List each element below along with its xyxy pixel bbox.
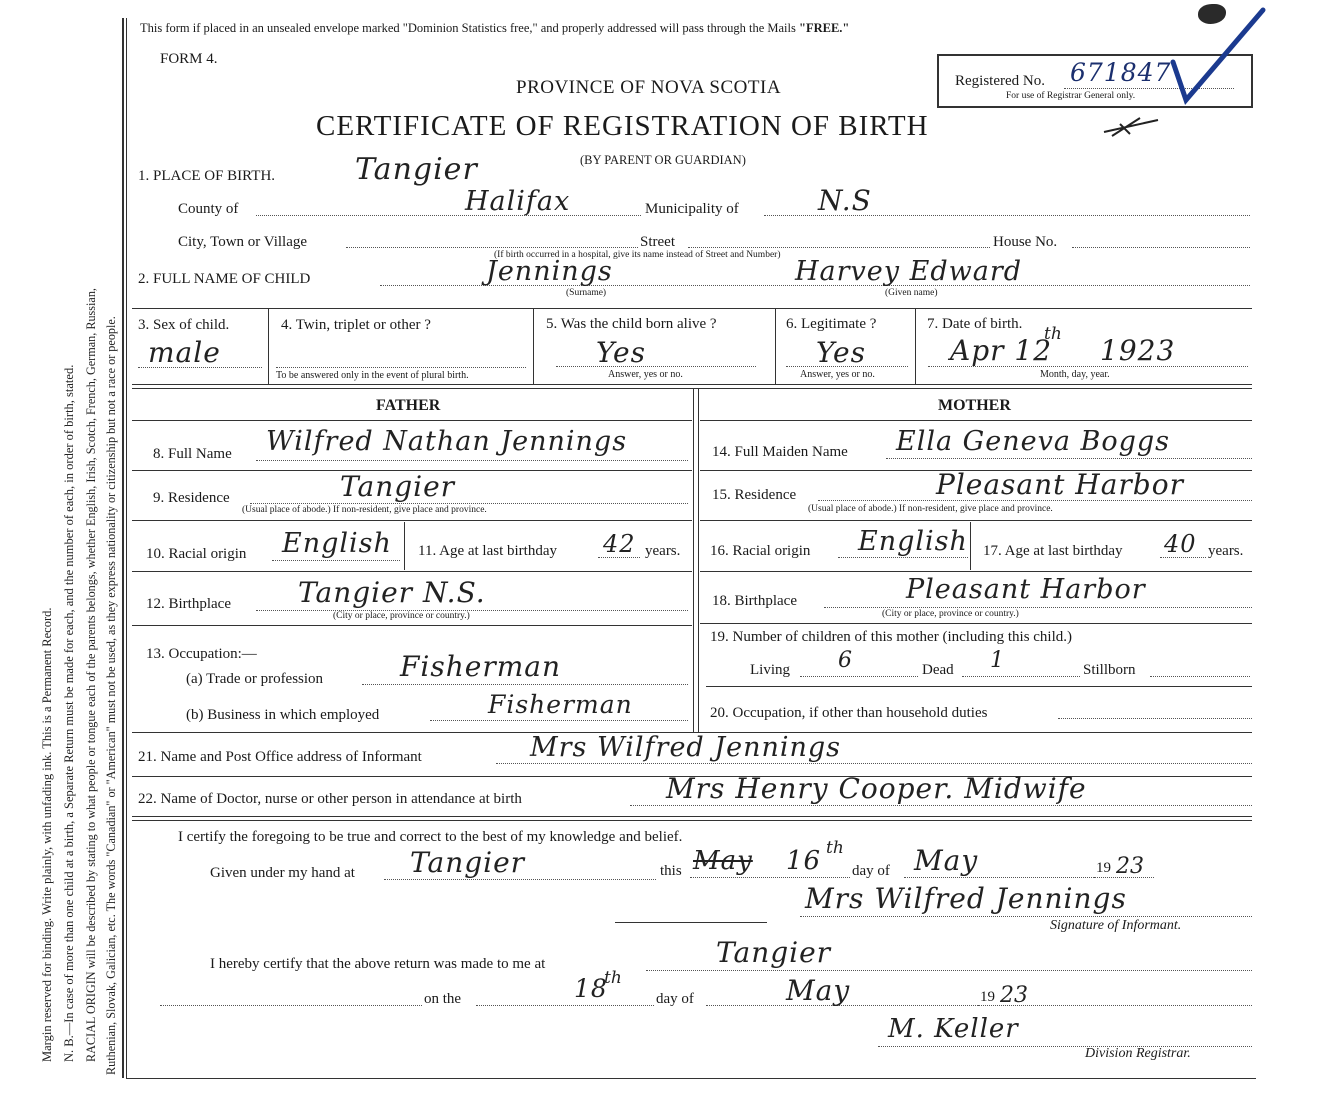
house-no-label: House No. — [993, 234, 1058, 250]
registrar-signature: M. Keller — [888, 1014, 1019, 1044]
child-surname-value: Jennings — [486, 256, 613, 287]
registrar-leading-line — [160, 1005, 422, 1006]
checkmark-icon — [1168, 4, 1268, 108]
father-race-value: English — [282, 528, 392, 559]
registrar-note: For use of Registrar General only. — [1006, 91, 1136, 101]
mother-occupation-line — [1058, 718, 1252, 719]
row3-divider-4 — [915, 308, 916, 384]
house-no-line — [1072, 247, 1250, 248]
mother-rule-2 — [700, 520, 1252, 521]
mother-name-line — [886, 458, 1252, 459]
father-race-line — [272, 560, 400, 561]
legitimate-value: Yes — [816, 336, 866, 369]
mother-rule-5 — [706, 686, 1252, 687]
parents-divider — [693, 388, 694, 732]
parents-top-rule — [132, 388, 1252, 389]
registrar-year-value: 23 — [1000, 983, 1028, 1008]
father-business-label: (b) Business in which employed — [186, 707, 380, 723]
municipality-value: N.S — [818, 184, 872, 217]
father-race-divider — [404, 522, 405, 570]
father-residence-note: (Usual place of abode.) If non-resident, give place and province. — [242, 505, 487, 515]
mail-notice-text: This form if placed in an unsealed envelope marked "Dominion Statistics free," and properly addressed will pass through the Mails — [140, 21, 796, 35]
mother-heading: MOTHER — [938, 397, 1011, 414]
county-line — [256, 215, 641, 216]
born-alive-value: Yes — [596, 336, 646, 369]
doctor-label: 22. Name of Doctor, nurse or other person in attendance at birth — [138, 791, 522, 807]
registrar-statement: I hereby certify that the above return was made to me at — [210, 956, 546, 972]
mother-residence-note: (Usual place of abode.) If non-resident, give place and province. — [808, 504, 1053, 514]
father-name-value: Wilfred Nathan Jennings — [266, 426, 628, 457]
doctor-rule — [132, 816, 1252, 817]
mother-race-line — [838, 557, 968, 558]
registrar-signature-line — [878, 1046, 1252, 1047]
mother-age-unit: years. — [1208, 543, 1244, 559]
mother-race-value: English — [858, 526, 968, 557]
hospital-note: (If birth occurred in a hospital, give its name instead of Street and Number) — [494, 250, 781, 260]
dead-label: Dead — [922, 662, 954, 678]
margin-note-racial: RACIAL ORIGIN will be described by stating to what people or tongue each of the parents belongs, whether English, Irish, Scotch, French, German, Russian, — [84, 288, 98, 1062]
day-line — [690, 877, 850, 878]
parents-divider-2 — [698, 388, 699, 732]
mother-age-label: 17. Age at last birthday — [983, 543, 1123, 559]
father-birthplace-note: (City or place, province or country.) — [333, 611, 470, 621]
born-alive-label: 5. Was the child born alive ? — [546, 316, 717, 332]
father-name-line — [256, 460, 688, 461]
row3-bottom-rule — [132, 384, 1252, 385]
informant-value: Mrs Wilfred Jennings — [530, 732, 842, 763]
father-age-unit: years. — [645, 543, 681, 559]
father-age-value: 42 — [603, 530, 636, 558]
registrar-day-of: day of — [656, 991, 694, 1007]
row3-divider-3 — [775, 308, 776, 384]
form-number: FORM 4. — [160, 51, 218, 67]
registrar-place: Tangier — [716, 936, 832, 969]
mail-notice — [140, 21, 849, 36]
father-residence-line — [250, 503, 688, 504]
bottom-rule — [126, 1078, 1256, 1079]
certify-year-prefix: 19 — [1096, 860, 1111, 876]
father-name-label: 8. Full Name — [153, 446, 232, 462]
father-birthplace-line — [256, 610, 688, 611]
margin-rule-inner — [126, 18, 127, 1078]
father-heading: FATHER — [376, 397, 441, 414]
father-residence-value: Tangier — [340, 470, 456, 503]
certify-short-rule — [615, 922, 767, 923]
registered-label: Registered No. — [955, 73, 1045, 89]
doctor-value: Mrs Henry Cooper. Midwife — [666, 772, 1087, 805]
county-value: Halifax — [465, 186, 571, 217]
informant-signature-label: Signature of Informant. — [1050, 918, 1182, 933]
child-name-label: 2. FULL NAME OF CHILD — [138, 271, 311, 287]
page-title: CERTIFICATE OF REGISTRATION OF BIRTH — [316, 110, 929, 142]
street-label: Street — [640, 234, 675, 250]
mother-residence-value: Pleasant Harbor — [936, 468, 1184, 501]
sex-label: 3. Sex of child. — [138, 317, 230, 333]
dead-value: 1 — [990, 648, 1005, 673]
father-age-label: 11. Age at last birthday — [418, 543, 557, 559]
mother-rule-4 — [700, 623, 1252, 624]
registrar-month: May — [786, 974, 851, 1007]
children-count-label: 19. Number of children of this mother (including this child.) — [710, 629, 1073, 645]
this-label: this — [660, 863, 682, 879]
registrar-day-line — [476, 1005, 654, 1006]
child-given-value: Harvey Edward — [795, 256, 1023, 287]
mother-name-label: 14. Full Maiden Name — [712, 444, 848, 460]
legitimate-label: 6. Legitimate ? — [786, 316, 877, 332]
dob-suffix: th — [1044, 324, 1062, 344]
father-birthplace-value: Tangier N.S. — [298, 576, 486, 609]
living-line — [800, 676, 918, 677]
registrar-day: 18 — [574, 974, 608, 1003]
margin-rule — [122, 18, 124, 1078]
dob-year: 1923 — [1100, 334, 1176, 367]
living-value: 6 — [838, 648, 853, 673]
legitimate-note: Answer, yes or no. — [800, 369, 875, 380]
place-of-birth-label: 1. PLACE OF BIRTH. — [138, 168, 276, 184]
father-race-label: 10. Racial origin — [146, 546, 247, 562]
margin-note-racial-2: Ruthenian, Slovak, Galician, etc. The words "Canadian" or "American" must not be used, as they express nationality or citizenship but not a race or people. — [104, 316, 118, 1075]
father-residence-label: 9. Residence — [153, 490, 230, 506]
informant-signature-line — [800, 916, 1252, 917]
division-registrar-label: Division Registrar. — [1085, 1046, 1191, 1061]
stillborn-label: Stillborn — [1083, 662, 1136, 678]
father-heading-rule — [132, 420, 692, 421]
mother-race-divider — [970, 522, 971, 570]
margin-note-binding: Margin reserved for binding. Write plainly, with unfading ink. This is a Permanent Record. — [40, 607, 54, 1062]
given-name-note: (Given name) — [885, 288, 938, 298]
father-trade-label: (a) Trade or profession — [186, 671, 324, 687]
mother-birthplace-note: (City or place, province or country.) — [882, 609, 1019, 619]
father-birthplace-label: 12. Birthplace — [146, 596, 231, 612]
certify-day-suffix: th — [826, 838, 844, 858]
father-trade-value: Fisherman — [400, 650, 562, 683]
informant-signature: Mrs Wilfred Jennings — [805, 882, 1127, 915]
certify-year-line — [1094, 877, 1154, 878]
mother-occupation-label: 20. Occupation, if other than household duties — [710, 705, 988, 721]
street-line — [688, 247, 990, 248]
father-business-line — [430, 720, 688, 721]
mother-heading-rule — [700, 420, 1252, 421]
place-of-birth-value: Tangier — [355, 152, 478, 187]
registrar-place-line — [646, 970, 1252, 971]
page-subtitle: (BY PARENT OR GUARDIAN) — [580, 153, 746, 167]
mother-race-label: 16. Racial origin — [710, 543, 811, 559]
informant-line — [496, 763, 1252, 764]
certify-day-value: 16 — [786, 846, 822, 876]
twin-label: 4. Twin, triplet or other ? — [281, 317, 431, 333]
sex-value: male — [148, 336, 221, 369]
scribble-mark-icon — [1100, 112, 1164, 140]
city-line — [346, 247, 638, 248]
born-alive-note: Answer, yes or no. — [608, 369, 683, 380]
stillborn-line — [1150, 676, 1250, 677]
certify-month-line — [904, 877, 1094, 878]
doctor-rule-2 — [132, 820, 1252, 821]
mail-notice-free: "FREE." — [799, 21, 850, 35]
dob-month-day: Apr 12 — [950, 334, 1053, 367]
certify-year-value: 23 — [1116, 854, 1144, 879]
mother-residence-label: 15. Residence — [712, 487, 797, 503]
city-label: City, Town or Village — [178, 234, 308, 250]
dead-line — [962, 676, 1080, 677]
surname-note: (Surname) — [566, 288, 607, 298]
informant-label: 21. Name and Post Office address of Informant — [138, 749, 422, 765]
father-trade-line — [362, 684, 688, 685]
dob-label: 7. Date of birth. — [927, 316, 1023, 332]
county-label: County of — [178, 201, 239, 217]
certify-day-of: day of — [852, 863, 890, 879]
twin-line — [276, 367, 526, 368]
father-business-value: Fisherman — [488, 690, 633, 719]
twin-note: To be answered only in the event of plural birth. — [276, 370, 469, 381]
row3-top-rule — [132, 308, 1252, 309]
given-place-line — [384, 879, 656, 880]
mother-rule-3 — [700, 571, 1252, 572]
given-place-value: Tangier — [410, 846, 526, 879]
certify-statement: I certify the foregoing to be true and correct to the best of my knowledge and belief. — [178, 829, 683, 845]
mother-birthplace-value: Pleasant Harbor — [906, 574, 1146, 605]
registered-number: 671847 — [1070, 58, 1172, 87]
row3-divider-1 — [268, 308, 269, 384]
struck-month: May — [693, 846, 753, 876]
certify-month-value: May — [914, 844, 979, 877]
registrar-on-the: on the — [424, 991, 462, 1007]
father-occupation-label: 13. Occupation:— — [146, 646, 257, 662]
born-alive-line — [556, 366, 756, 367]
registrar-day-suffix: th — [604, 968, 622, 988]
doctor-line — [630, 805, 1252, 806]
given-under-label: Given under my hand at — [210, 865, 355, 881]
mother-age-value: 40 — [1164, 530, 1197, 558]
father-rule-3 — [132, 571, 692, 572]
father-rule-4 — [132, 625, 692, 626]
mother-name-value: Ella Geneva Boggs — [896, 426, 1171, 457]
living-label: Living — [750, 662, 790, 678]
father-rule-2 — [132, 520, 692, 521]
mother-birthplace-line — [824, 607, 1252, 608]
province-heading: PROVINCE OF NOVA SCOTIA — [516, 77, 782, 98]
registrar-year-line — [978, 1005, 1252, 1006]
mother-birthplace-label: 18. Birthplace — [712, 593, 797, 609]
dob-note: Month, day, year. — [1040, 369, 1110, 380]
row3-divider-2 — [533, 308, 534, 384]
margin-note-plural: N. B.—In case of more than one child at a birth, a Separate Return must be made for each, and the number of each, in order of birth, stated. — [62, 364, 76, 1062]
municipality-label: Municipality of — [645, 201, 739, 217]
registrar-year-prefix: 19 — [980, 989, 995, 1005]
